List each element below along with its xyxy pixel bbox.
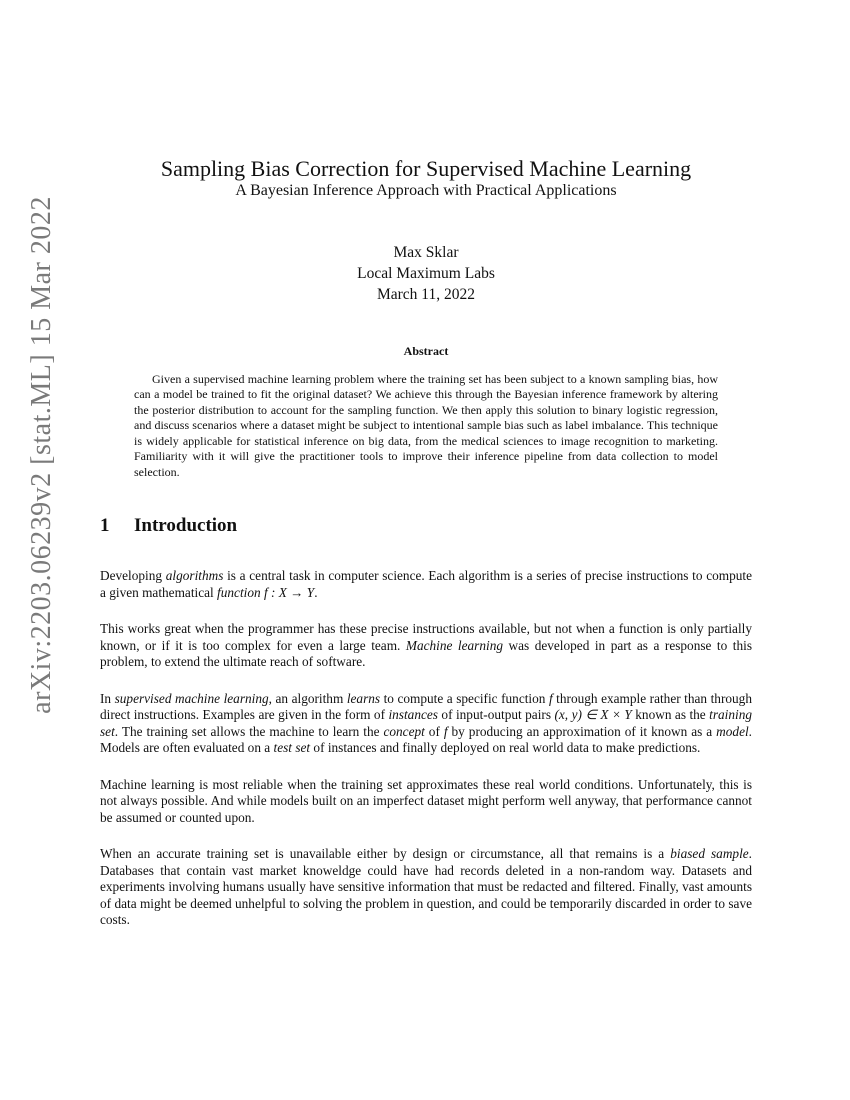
- section-title: Introduction: [134, 515, 238, 536]
- text-run: , an algorithm: [268, 690, 347, 706]
- text-run: by producing an approximation of it known as a: [447, 723, 717, 739]
- intro-paragraph-3: [100, 691, 752, 757]
- text-run: known as the: [631, 707, 710, 722]
- paper-date: March 11, 2022: [376, 286, 475, 303]
- text-run: . Models are often evaluated on a: [100, 723, 752, 755]
- paper-subtitle: A Bayesian Inference Approach with Practical Applications: [235, 182, 617, 199]
- text-run: f: [548, 690, 553, 706]
- text-run: concept: [383, 723, 425, 739]
- intro-paragraph-5: [100, 846, 752, 929]
- author-block: [100, 242, 752, 305]
- text-run: learns: [346, 690, 381, 706]
- text-run: . The training set allows the machine to learn the: [114, 723, 384, 739]
- text-run: supervised machine learning: [114, 690, 269, 706]
- text-run: model: [716, 723, 749, 739]
- text-run: When an accurate training set is unavailable either by design or circumstance, all that remains is a: [100, 846, 671, 861]
- text-run: (x, y) ∈ X × Y: [554, 707, 632, 722]
- text-run: of: [424, 723, 444, 739]
- text-run: to compute a specific function: [380, 690, 549, 706]
- abstract-heading: Abstract: [403, 344, 449, 358]
- paper-page: [100, 150, 752, 929]
- text-run: This works great when the programmer has these precise instructions available, but not when a function is only partially known, or if it is too complex for even a large team.: [100, 621, 752, 653]
- text-run: of input-output pairs: [437, 707, 555, 722]
- text-run: through example rather than through direct instructions. Examples are given in the form of: [100, 690, 752, 722]
- text-run: In: [100, 690, 115, 706]
- arxiv-id-text: arXiv:2203.06239v2 [stat.ML] 15 Mar 2022: [26, 196, 57, 714]
- author-name: Max Sklar: [393, 244, 459, 261]
- text-run: function: [217, 584, 261, 600]
- intro-paragraph-4: [100, 777, 752, 827]
- intro-paragraph-1: [100, 568, 752, 601]
- title-block: [100, 156, 752, 200]
- section-number: 1: [100, 515, 110, 536]
- text-run: algorithms: [165, 568, 224, 583]
- paper-title: Sampling Bias Correction for Supervised Machine Learning: [160, 156, 692, 181]
- section-heading: [100, 514, 752, 538]
- author-affiliation: Local Maximum Labs: [357, 265, 495, 282]
- text-run: .: [314, 584, 318, 600]
- text-run: Machine learning: [405, 637, 503, 653]
- arxiv-identifier-stamp: [12, 196, 72, 714]
- text-run: biased sample: [670, 846, 749, 861]
- text-run: Machine learning is most reliable when the training set approximates these real world conditions. Unfortunately, this is not always possible. And while models built on an imperfect dataset might perform well anyway, that performance cannot be assumed or counted upon.: [100, 776, 752, 825]
- text-run: Developing: [100, 568, 166, 583]
- text-run: instances: [388, 707, 438, 722]
- text-run: is a central task in computer science. Each algorithm is a series of precise instructions to compute a given mathematical: [100, 568, 752, 600]
- abstract-text: Given a supervised machine learning problem where the training set has been subject to a known sampling bias, how can a model be trained to fit the original dataset? We achieve this through the Bayesian inference framework by altering the posterior distribution to account for the sampling function. We then apply this solution to binary logistic regression, and discuss scenarios where a dataset might be subject to intentional sample bias such as label imbalance. This technique is widely applicable for statistical inference on big data, from the medical sciences to image recognition to marketing. Familiarity with it will give the practitioner tools to improve their inference pipeline from data collection to model selection.: [134, 371, 718, 479]
- text-run: training set: [100, 707, 753, 739]
- text-run: of instances and finally deployed on real world data to make predictions.: [310, 740, 701, 755]
- text-run: was developed in part as a response to this problem, to extend the ultimate reach of software.: [100, 637, 752, 669]
- text-run: f: [443, 723, 448, 739]
- text-run: . Databases that contain vast market knoweldge could have had records deleted in a non-random way. Datasets and experiments involving humans usually have sensitive information that must be redacted and filtered. Finally, vast amounts of data might be deemed unhelpful to solving the problem in question, and could be temporarily discarded in order to save costs.: [100, 846, 752, 927]
- intro-paragraph-2: [100, 621, 752, 671]
- text-run: test set: [273, 740, 311, 755]
- text-run: f : X → Y: [263, 584, 315, 600]
